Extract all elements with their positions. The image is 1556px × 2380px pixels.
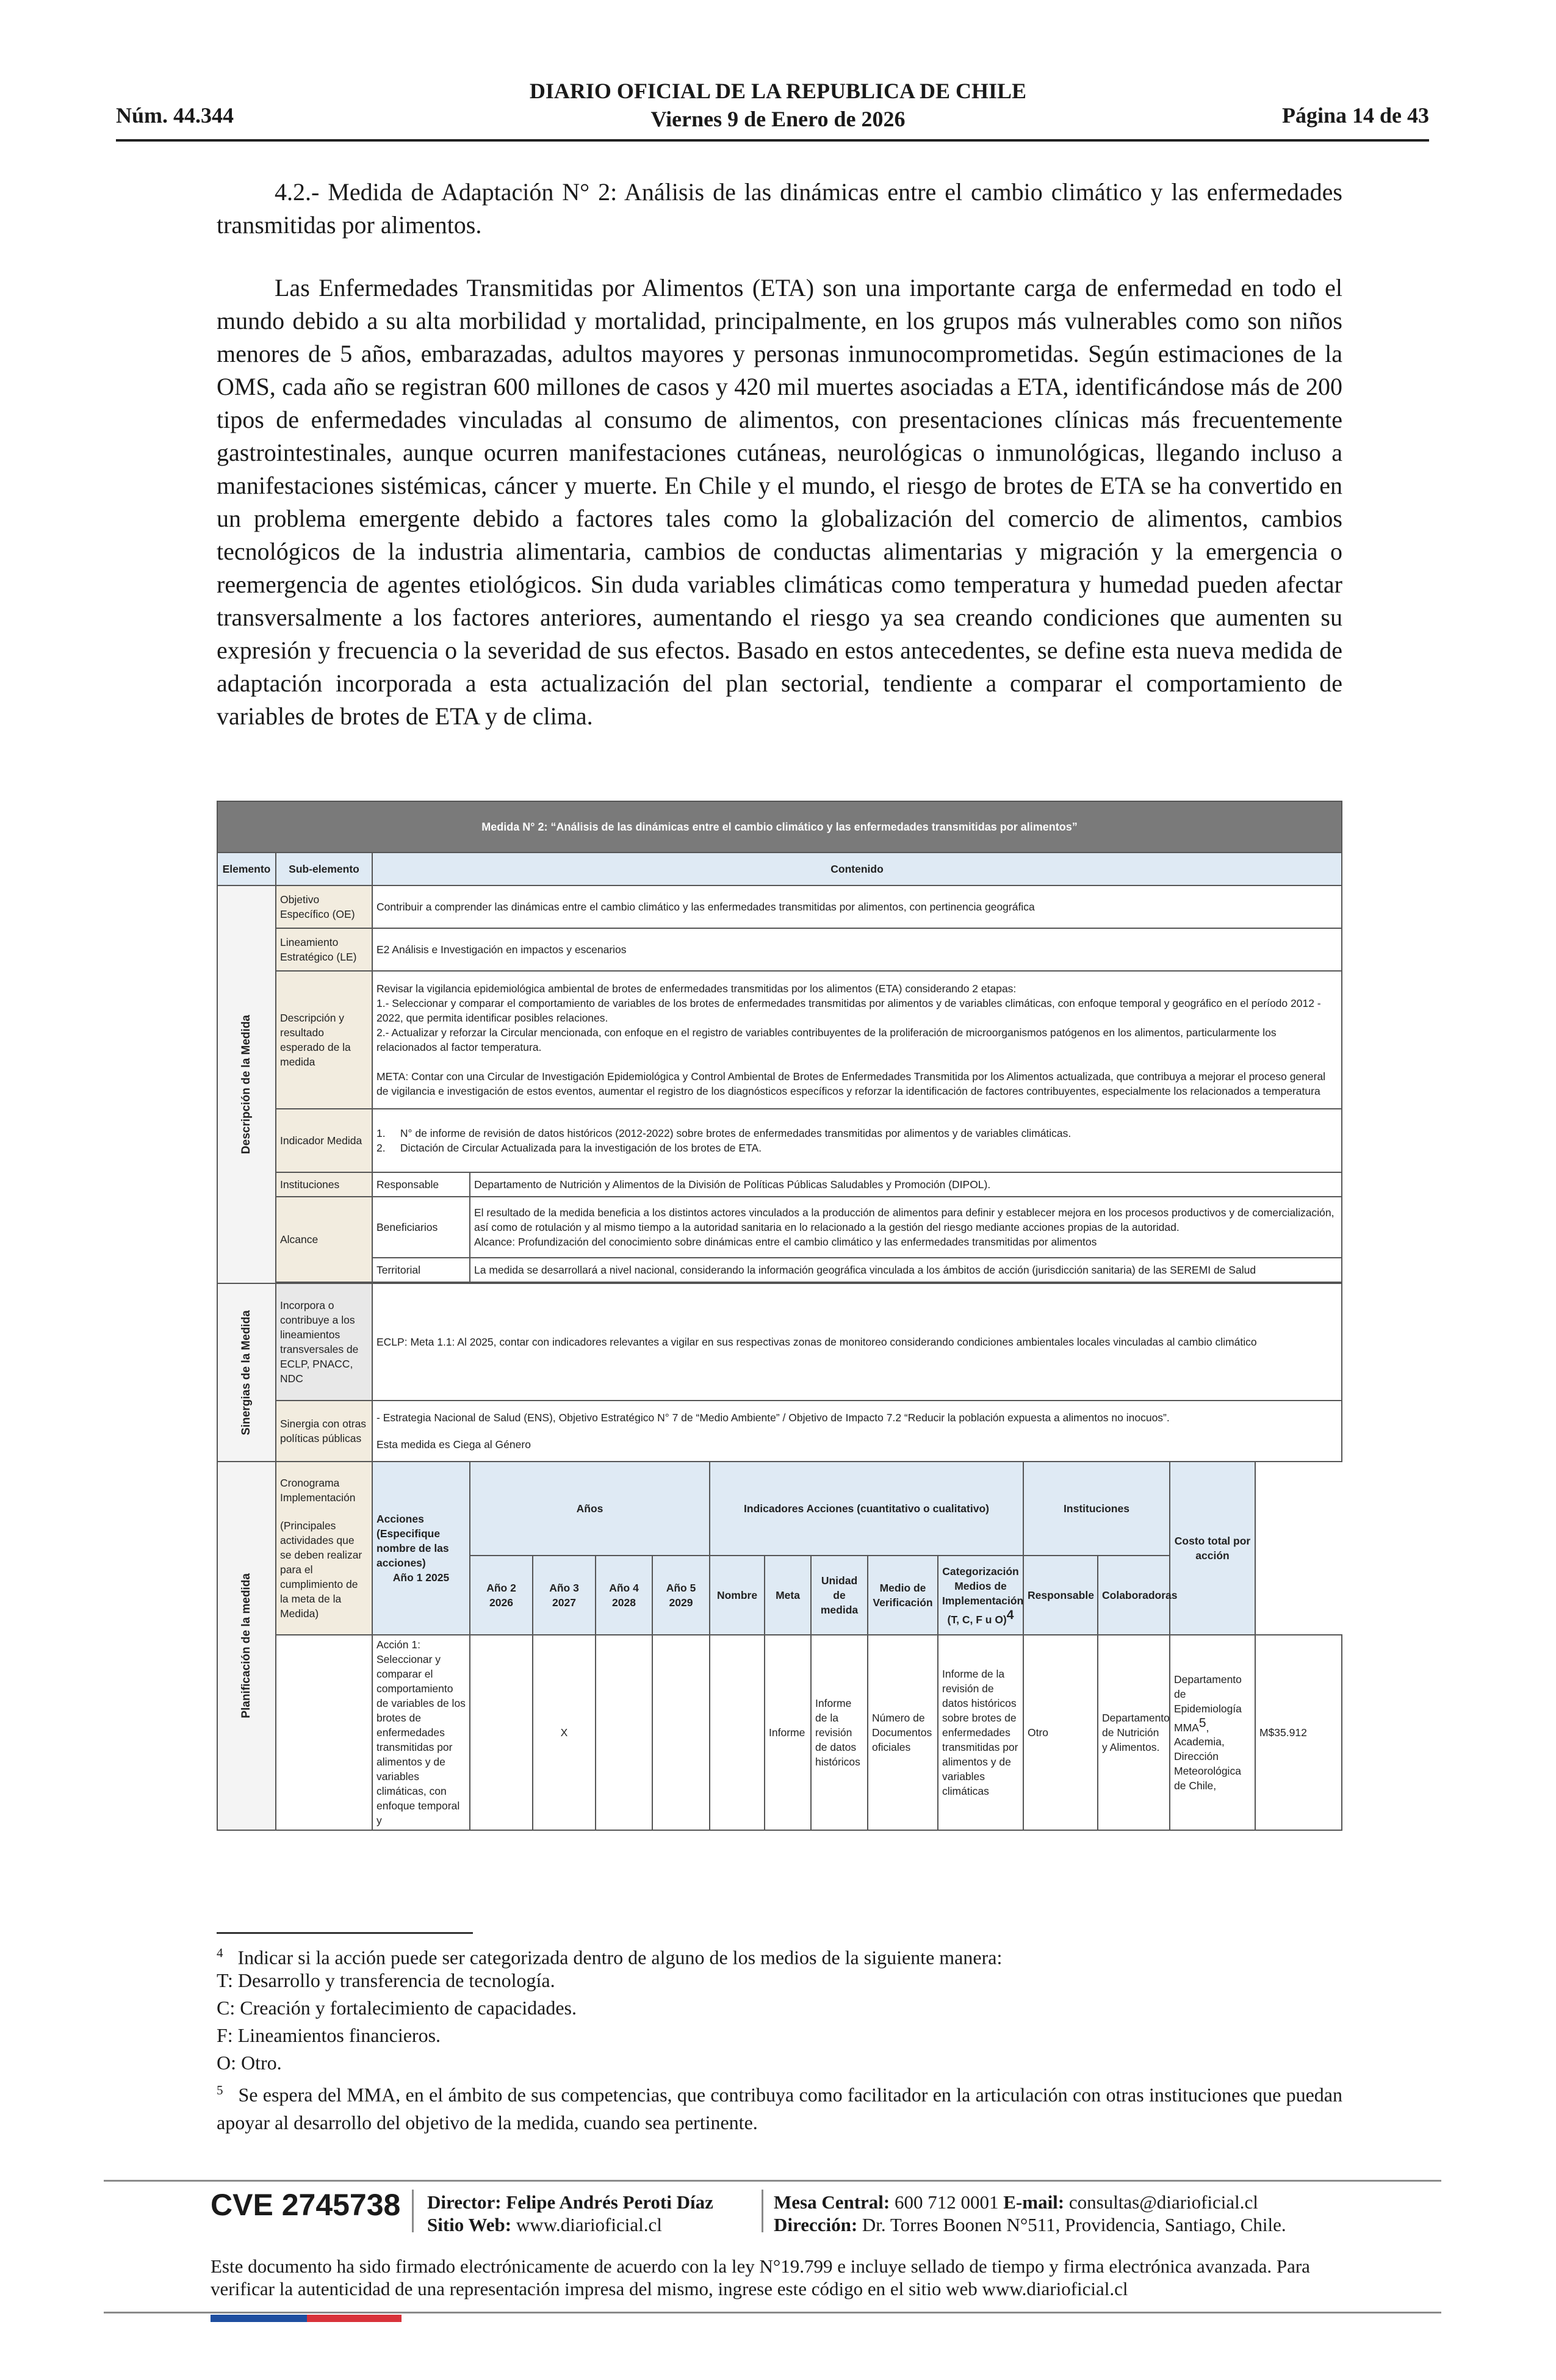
email-link[interactable]: consultas@diarioficial.cl [1068,2191,1258,2213]
signature-notice: Este documento ha sido firmado electrónicamente de acuerdo con la ley N°19.799 e incluye sellado de tiempo y firma electrónica avanzada. Para verificar la autenticidad de una representación impresa del mismo, ingrese este código en el sitio web www.diarioficial.cl [211,2256,1310,2299]
instituciones-label: Instituciones [276,1172,372,1197]
accion1-name: Acción 1: Seleccionar y comparar el comportamiento de variables de los brotes de enfermedades transmitidas por alimentos y de variables climáticas, con enfoque temporal y [372,1635,470,1830]
cronograma-label: Cronograma Implementación (Principales actividades que se deben realizar para el cumplimiento de la meta de la Medida) [276,1462,372,1635]
responsable-label: Responsable [372,1172,470,1197]
section-title: 4.2.- Medida de Adaptación N° 2: Análisis de las dinámicas entre el cambio climático y las enfermedades transmitidas por alimentos. [217,178,1342,239]
accion1-anio5 [652,1635,710,1830]
indicadores-header: Indicadores Acciones (cuantitativo o cualitativo) [710,1462,1023,1556]
accion1-anio4 [596,1635,652,1830]
table-title: Medida N° 2: “Análisis de las dinámicas entre el cambio climático y las enfermedades transmitidas por alimentos” [217,801,1342,853]
colaboradoras-header: Colaboradoras [1098,1556,1170,1635]
objetivo-text: Contribuir a comprender las dinámicas entre el cambio climático y las enfermedades transmitidas por alimentos, con pertinencia geográfica [372,885,1342,928]
site-link[interactable]: www.diarioficial.cl [516,2214,662,2235]
issue-date: Viernes 9 de Enero de 2026 [650,107,906,131]
costo-header: Costo total por acción [1170,1462,1255,1635]
responsable-text: Departamento de Nutrición y Alimentos de la División de Políticas Públicas Saludables y Promoción (DIPOL). [470,1172,1342,1197]
footer-bottom-divider [104,2312,1441,2313]
footer-separator-2 [762,2190,763,2232]
footnote-divider [217,1932,473,1934]
col-contenido: Contenido [372,853,1342,885]
section-planificacion: Planificación de la medida [217,1462,276,1830]
medio-header: Medio de Verificación [868,1556,938,1635]
footnote-f: F: Lineamientos financieros. [217,2024,441,2046]
cve-code: CVE 2745738 [211,2188,401,2222]
footnote-c: C: Creación y fortalecimiento de capacidades. [217,1997,577,2019]
incorpora-label: Incorpora o contribuye a los lineamientos transversales de ECLP, PNACC, NDC [276,1283,372,1401]
anio3-header: Año 3 2027 [533,1556,596,1635]
footer-director: Director: Felipe Andrés Peroti Díaz Sitio Web: www.diarioficial.cl [427,2191,713,2235]
flag-stripe-blue [211,2315,307,2322]
header-divider [116,139,1429,142]
footer-top-divider [104,2180,1441,2182]
accion1-nombre [710,1635,765,1830]
anio4-header: Año 4 2028 [596,1556,652,1635]
footer-contact: Mesa Central: 600 712 0001 E-mail: consultas@diarioficial.cl Dirección: Dr. Torres Boonen N°511, Providencia, Santiago, Chile. [774,2191,1286,2235]
section-sinergias: Sinergias de la Medida [217,1283,276,1462]
accion1-medio: Número de Documentos oficiales [868,1635,938,1830]
issue-number: Núm. 44.344 [116,103,234,128]
beneficiarios-text: El resultado de la medida beneficia a los distintos actores vinculados a la producción de alimentos para definir y establecer mejora en los procesos productivos y de comercialización, así como de rotulación y al mismo tiempo a la autoridad sanitaria en lo relacionado a la gestión del riesgo mediante acciones propias de la autoridad. Alcance: Profundización del conocimiento sobre dinámicas entre el cambio climático y las enfermedades transmitidas por alimentos [470,1197,1342,1258]
meta-header: Meta [765,1556,811,1635]
footnote-5: $^5$ Se espera del MMA, en el ámbito de sus competencias, que contribuya como facilitador en la articulación con otras instituciones que puedan apoyar al desarrollo del objetivo de la medida, cuando sea pertinente. [217,2083,1343,2133]
sinergia-text: - Estrategia Nacional de Salud (ENS), Objetivo Estratégico N° 7 de “Medio Ambiente” / Objetivo de Impacto 7.2 “Reducir la población expuesta a alimentos no inocuos”. Esta medida es Ciega al Género [372,1401,1342,1462]
accion1-anio2 [470,1635,533,1830]
accion1-colaboradoras: Departamento de Epidemiología MMA$^5$, Academia, Dirección Meteorológica de Chile, [1170,1635,1255,1830]
anio5-header: Año 5 2029 [652,1556,710,1635]
accion1-meta: Informe [765,1635,811,1830]
accion1-anio3: X [533,1635,596,1830]
instituciones-header: Instituciones [1023,1462,1170,1556]
categorizacion-header: Categorización Medios de Implementación (T, C, F u O)$^4$ [938,1556,1023,1635]
lineamiento-text: E2 Análisis e Investigación en impactos y escenarios [372,928,1342,971]
section-descripcion: Descripción de la Medida [217,885,276,1283]
accion1-costo: M$35.912 [1255,1635,1342,1830]
accion1-categorizacion: Informe de la revisión de datos históricos sobre brotes de enfermedades transmitidas por alimentos y de variables climáticas [938,1635,1023,1830]
descripcion-label: Descripción y resultado esperado de la medida [276,971,372,1109]
unidad-header: Unidad de medida [811,1556,868,1635]
responsable-header: Responsable [1023,1556,1098,1635]
nombre-header: Nombre [710,1556,765,1635]
acciones-header: Acciones (Especifique nombre de las acciones) Año 1 2025 [372,1462,470,1635]
anio2-header: Año 2 2026 [470,1556,533,1635]
incorpora-text: ECLP: Meta 1.1: Al 2025, contar con indicadores relevantes a vigilar en sus respectivas zonas de monitoreo considerando condiciones ambientales locales vinculadas al cambio climático [372,1283,1342,1401]
accion1-responsable: Departamento de Nutrición y Alimentos. [1098,1635,1170,1830]
section-body: Las Enfermedades Transmitidas por Alimentos (ETA) son una importante carga de enfermedad en todo el mundo debido a su alta morbilidad y mortalidad, principalmente, en los grupos más vulnerables como son niños menores de 5 años, embarazadas, adultos mayores y personas inmunocomprometidas. Según estimaciones de la OMS, cada año se registran 600 millones de casos y 420 mil muertes asociadas a ETA, identificándose más de 200 tipos de enfermedades vinculadas al consumo de alimentos, con presentaciones clínicas más frecuentemente gastrointestinales, aunque ocurren manifestaciones cutáneas, neurológicas o inmunológicas, llegando incluso a manifestaciones sistémicas, cáncer y muerte. En Chile y el mundo, el riesgo de brotes de ETA se ha convertido en un problema emergente debido a factores tales como la globalización del comercio de alimentos, cambios tecnológicos de la industria alimentaria, cambios de conductas alimentarias y migración y la emergencia o reemergencia de agentes etiológicos. Sin duda variables climáticas como temperatura y humedad pueden afectar transversalmente a los factores anteriores, aumentando el riesgo ya sea creando condiciones que aumenten su expresión y frecuencia o la severidad de sus efectos. Basado en estos antecedentes, se define esta nueva medida de adaptación incorporada a esta actualización del plan sectorial, tendiente a comparar el comportamiento de variables de brotes de ETA y de clima. [217,274,1342,730]
page-number: Página 14 de 43 [1281,103,1429,128]
accion1-empty [276,1635,372,1830]
indicador-text: 1. N° de informe de revisión de datos históricos (2012-2022) sobre brotes de enfermedades transmitidas por alimentos y de variables climáticas. 2. Dictación de Circular Actualizada para la investigación de los brotes de ETA. [372,1109,1342,1172]
footnote-t: T: Desarrollo y transferencia de tecnología. [217,1969,555,1991]
col-subelemento: Sub-elemento [276,853,372,885]
masthead [427,77,1129,133]
objetivo-label: Objetivo Específico (OE) [276,885,372,928]
footnote-o: O: Otro. [217,2052,282,2074]
alcance-label: Alcance [276,1197,372,1282]
beneficiarios-label: Beneficiarios [372,1197,470,1258]
descripcion-text: Revisar la vigilancia epidemiológica ambiental de brotes de enfermedades transmitidas por los alimentos (ETA) considerando 2 etapas: 1.- Seleccionar y comparar el comportamiento de variables de los brotes de enfermedades transmitidas por alimentos y de variables climáticas, con enfoque temporal y geográfico en el período 2012 - 2022, que permita identificar posibles relaciones. 2.- Actualizar y reforzar la Circular mencionada, con enfoque en el registro de variables contribuyentes de la proliferación de microorganismos patógenos en los alimentos, particularmente los relacionados al factor temperatura. META: Contar con una Circular de Investigación Epidemiológica y Control Ambiental de Brotes de Enfermedades Transmitida por los Alimentos actualizada, que contribuya a mejorar el proceso general de vigilancia e investigación de estos eventos, aumentar el registro de los diagnósticos específicos y reforzar la identificación de factores contribuyentes, especialmente los relacionados a temperatura [372,971,1342,1109]
indicador-label: Indicador Medida [276,1109,372,1172]
anios-header: Años [470,1462,710,1556]
footnote-4: $^4$ Indicar si la acción puede ser categorizada dentro de alguno de los medios de la siguiente manera: [217,1945,1003,1969]
footer-separator [412,2190,414,2232]
lineamiento-label: Lineamiento Estratégico (LE) [276,928,372,971]
col-elemento: Elemento [217,853,276,885]
paper-name: DIARIO OFICIAL DE LA REPUBLICA DE CHILE [529,79,1027,103]
measure-table [217,801,1341,1831]
accion1-cat-medio: Otro [1023,1635,1098,1830]
territorial-label: Territorial [372,1258,470,1282]
flag-stripe-red [307,2315,402,2322]
accion1-unidad: Informe de la revisión de datos históricos [811,1635,868,1830]
sinergia-label: Sinergia con otras políticas públicas [276,1401,372,1462]
territorial-text: La medida se desarrollará a nivel nacional, considerando la información geográfica vinculada a los ámbitos de acción (jurisdicción sanitaria) de las SEREMI de Salud [470,1258,1342,1282]
